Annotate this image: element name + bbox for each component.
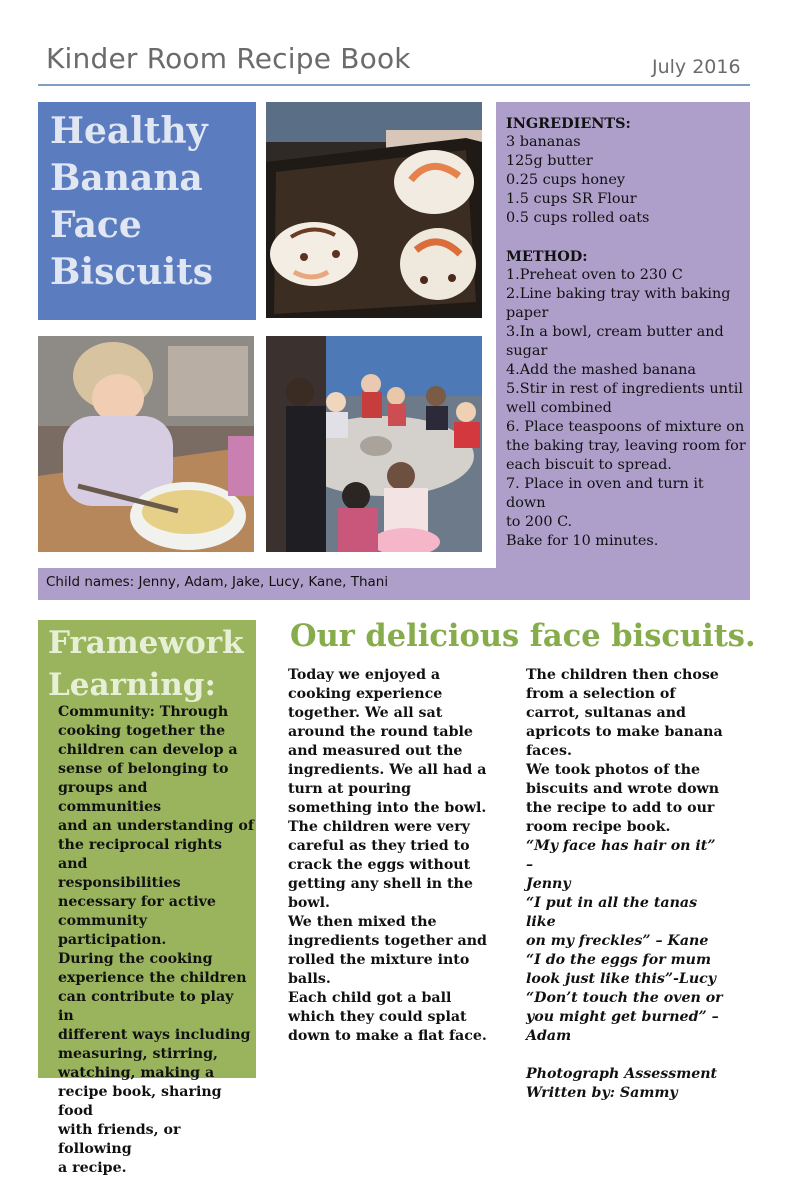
article-text-line: We then mixed the [288,914,437,930]
article-text-line: something into the bowl. [288,800,487,816]
framework-text-line: and an understanding of [58,818,254,834]
method-line: 5.Stir in rest of ingredients until [506,381,743,397]
framework-text-line: sense of belonging to [58,761,229,777]
article-text-line: ingredients. We all had a [288,762,487,778]
method-line: 6. Place teaspoons of mixture on [506,419,745,435]
quote-line: you might get burned” – [526,1009,719,1025]
framework-text-line: groups and communities [58,780,162,815]
article-heading: Our delicious face biscuits. [290,618,756,654]
article-text-line: which they could splat [288,1009,467,1025]
framework-text-line: different ways including [58,1027,251,1043]
article-text-line: The children were very [288,819,470,835]
footer-line: Written by: Sammy [526,1085,678,1101]
framework-text-line: watching, making a [58,1065,215,1081]
article-text-line: Today we enjoyed a [288,667,441,683]
recipe-text [506,114,746,551]
article-text-line: from a selection of [526,686,676,702]
article-text-line: biscuits and wrote down [526,781,720,797]
article-text-line: rolled the mixture into [288,952,470,968]
article-text-line: faces. [526,743,572,759]
method-line: 3.In a bowl, cream butter and [506,324,724,340]
photo-children-table [266,336,482,552]
article-text-line: turn at pouring [288,781,412,797]
quote-line: look just like this”-Lucy [526,971,717,987]
ingredient-item: 0.5 cups rolled oats [506,210,650,226]
framework-text-line: with friends, or following [58,1122,181,1157]
photo-biscuit-tray [266,102,482,318]
article-text-line: We took photos of the [526,762,701,778]
page-title: Kinder Room Recipe Book [46,42,411,75]
header-divider [38,84,750,86]
framework-text-line: measuring, stirring, [58,1046,218,1062]
quote-line: Adam [526,1028,572,1044]
framework-heading: Framework Learning: [48,625,244,703]
quote-line: Jenny [526,876,571,892]
method-line: paper [506,305,549,321]
framework-text-line: a recipe. [58,1160,127,1176]
ingredient-item: 3 bananas [506,134,581,150]
method-line: the baking tray, leaving room for [506,438,746,454]
quote-line: “I put in all the tanas like [526,895,698,930]
method-line: each biscuit to spread. [506,457,672,473]
method-line: to 200 C. [506,514,573,530]
framework-text-line: children can develop a [58,742,238,758]
article-text-line: room recipe book. [526,819,671,835]
article-column-1 [288,666,488,1046]
ingredient-item: 0.25 cups honey [506,172,625,188]
method-line: Bake for 10 minutes. [506,533,659,549]
method-line: 4.Add the mashed banana [506,362,696,378]
article-text-line: getting any shell in the [288,876,473,892]
framework-text-line: Community: Through [58,704,229,720]
photo-girl-mixing [38,336,254,552]
article-text-line: carrot, sultanas and [526,705,686,721]
article-text-line: and measured out the [288,743,463,759]
article-text-line: careful as they tried to [288,838,470,854]
article-text-line: balls. [288,971,331,987]
article-text-line: ingredients together and [288,933,487,949]
framework-text-line: can contribute to play in [58,989,234,1024]
article-text-line: down to make a flat face. [288,1028,487,1044]
quote-line: “Don’t touch the oven or [526,990,723,1006]
method-line: sugar [506,343,548,359]
ingredient-item: 1.5 cups SR Flour [506,191,637,207]
framework-text-line: cooking together the [58,723,226,739]
article-text-line: The children then chose [526,667,719,683]
framework-text-line: During the cooking [58,951,213,967]
framework-text-line: community participation. [58,913,167,948]
article-text-line: the recipe to add to our [526,800,715,816]
method-line: well combined [506,400,612,416]
article-text-line: crack the eggs without [288,857,471,873]
article-text-line: cooking experience [288,686,443,702]
article-text-line: Each child got a ball [288,990,452,1006]
page-date: July 2016 [652,56,741,78]
ingredient-item: 125g butter [506,153,593,169]
article-text-line: apricots to make banana [526,724,723,740]
method-line: 2.Line baking tray with baking [506,286,731,302]
method-line: 7. Place in oven and turn it down [506,476,704,511]
quote-line: on my freckles” – Kane [526,933,709,949]
article-text-line: together. We all sat [288,705,443,721]
article-text-line: bowl. [288,895,330,911]
ingredients-heading: INGREDIENTS: [506,115,631,132]
framework-text-line: the reciprocal rights and [58,837,223,872]
recipe-title: Healthy Banana Face Biscuits [50,110,214,293]
framework-body [58,703,254,1178]
article-text-line: around the round table [288,724,473,740]
article-column-2 [526,666,726,1103]
framework-text-line: recipe book, sharing food [58,1084,222,1119]
method-line: 1.Preheat oven to 230 C [506,267,683,283]
method-steps [506,266,746,551]
framework-text-line: experience the children [58,970,247,986]
framework-text-line: responsibilities [58,875,181,891]
framework-text-line: necessary for active [58,894,216,910]
quote-line: “I do the eggs for mum [526,952,712,968]
child-names: Child names: Jenny, Adam, Jake, Lucy, Kane, Thani [46,574,389,590]
quote-line: “My face has hair on it” – [526,838,716,873]
footer-line: Photograph Assessment [526,1066,718,1082]
method-heading: METHOD: [506,248,588,265]
